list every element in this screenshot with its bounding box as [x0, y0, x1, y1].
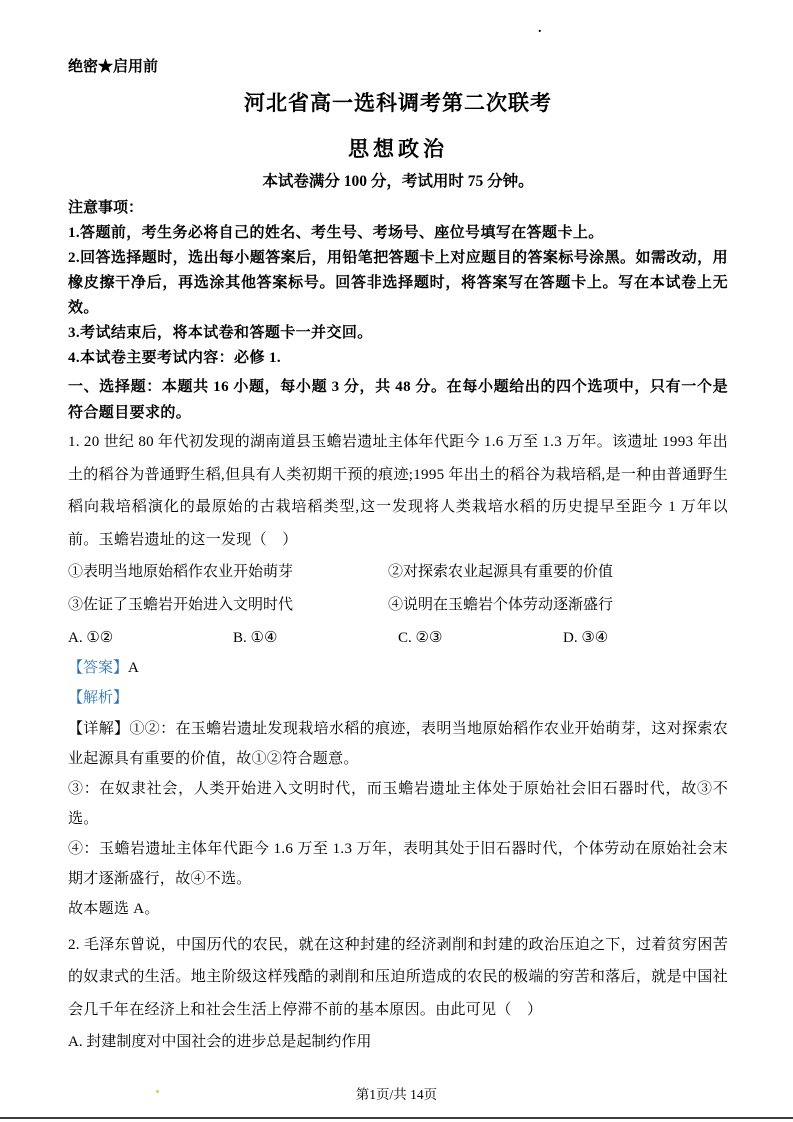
choice-d: D. ③④ — [563, 630, 609, 646]
answer-line — [68, 657, 728, 679]
notice-item-3: 3.考试结束后，将本试卷和答题卡一并交回。 — [68, 325, 373, 341]
secrecy-label: 绝密★启用前 — [68, 59, 159, 75]
page-number-indicator: 第1页/共 14页 — [355, 1087, 438, 1102]
exam-title: 河北省高一选科调考第二次联考 — [244, 91, 552, 115]
notice-item-2: 2.回答选择题时，选出每小题答案后，用铅笔把答题卡上对应题目的答案标号涂黑。如需改动，用橡皮擦干净后，再选涂其他答案标号。回答非选择题时，将答案写在答题卡上。写在本试卷上无效。 — [68, 250, 728, 316]
answer-value: A — [128, 660, 139, 676]
question-1-choices — [68, 622, 728, 655]
statement-2: ②对探索农业起源具有重要的价值 — [388, 564, 614, 580]
explanation-paragraph-3: ④：玉蟾岩遗址主体年代距今 1.6 万至 1.3 万年，表明其处于旧石器时代，个体劳动在原始社会末期才逐渐盛行，故④不选。 — [68, 841, 728, 887]
statement-4: ④说明在玉蟾岩个体劳动逐渐盛行 — [388, 597, 614, 613]
question-1-stem: 1. 20 世纪 80 年代初发现的湖南道县玉蟾岩遗址主体年代距今 1.6 万至 1.3 万年。该遗址 1993 年出土的稻谷为普通野生稻,但具有人类初期干预的痕迹;1995 年出土的稻谷为栽培稻,是一种由普通野生稻向栽培稻演化的最原始的古栽培稻类型,这一发现将人类栽培水稻的历史提早至距今 1 万年以前。玉蟾岩遗址的这一发现（ ） — [68, 434, 728, 548]
notice-item-1: 1.答题前，考生务必将自己的姓名、考生号、考场号、座位号填写在答题卡上。 — [68, 225, 604, 241]
answer-label: 【答案】 — [68, 660, 129, 676]
section-heading: 一、选择题：本题共 16 小题，每小题 3 分，共 48 分。在每小题给出的四个选项中，只有一个是符合题目要求的。 — [68, 379, 728, 421]
statement-3: ③佐证了玉蟾岩开始进入文明时代 — [68, 597, 294, 613]
exam-subject: 思想政治 — [348, 137, 448, 161]
explanation-paragraph-1: 【详解】①②：在玉蟾岩遗址发现栽培水稻的痕迹，表明当地原始稻作农业开始萌芽，这对探索农业起源具有重要的价值，故①②符合题意。 — [68, 721, 728, 767]
scan-artifact-speck — [156, 1090, 159, 1093]
choice-c: C. ②③ — [398, 630, 443, 646]
question-1-statements-row-2 — [68, 589, 728, 622]
choice-a: A. ①② — [68, 630, 114, 646]
question-1-explanation — [68, 715, 728, 925]
analysis-line — [68, 687, 728, 709]
question-2-option-a: A. 封建制度对中国社会的进步总是起制约作用 — [68, 1034, 372, 1050]
explanation-paragraph-4: 故本题选 A。 — [68, 901, 160, 917]
choice-b: B. ①④ — [233, 630, 278, 646]
question-1-statements-row-1 — [68, 556, 728, 589]
explanation-paragraph-2: ③：在奴隶社会，人类开始进入文明时代，而玉蟾岩遗址主体处于原始社会旧石器时代，故③不选。 — [68, 781, 728, 827]
exam-meta: 本试卷满分 100 分，考试用时 75 分钟。 — [262, 173, 534, 190]
notice-heading: 注意事项： — [68, 200, 144, 216]
question-2-stem: 2. 毛泽东曾说，中国历代的农民，就在这种封建的经济剥削和封建的政治压迫之下，过着贫穷困苦的奴隶式的生活。地主阶级这样残酷的剥削和压迫所造成的农民的极端的穷苦和落后，就是中国社会几千年在经济上和社会生活上停滞不前的基本原因。由此可见（ ） — [68, 936, 728, 1018]
stray-mark: . — [538, 21, 542, 36]
notice-item-4: 4.本试卷主要考试内容：必修 1. — [68, 350, 282, 366]
page-bottom-edge — [0, 1117, 793, 1119]
statement-1: ①表明当地原始稻作农业开始萌芽 — [68, 564, 294, 580]
analysis-label: 【解析】 — [68, 690, 129, 706]
